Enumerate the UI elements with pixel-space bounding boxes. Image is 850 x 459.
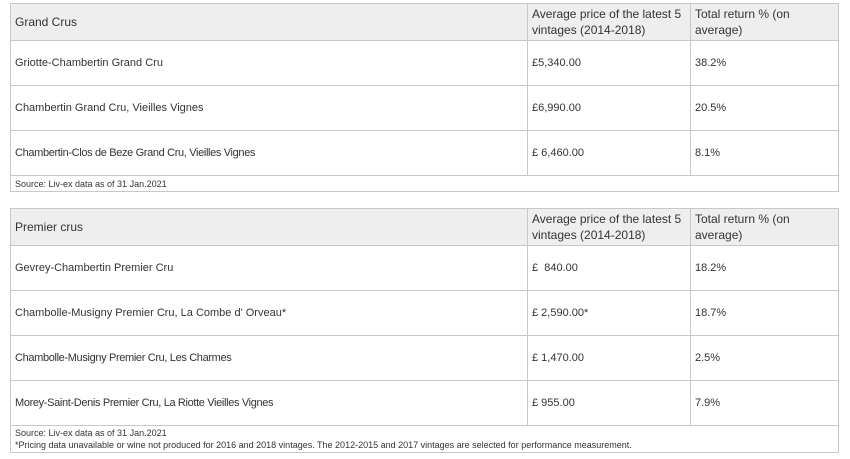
wine-price: £ 1,470.00 — [528, 336, 691, 381]
wine-name: Gevrey-Chambertin Premier Cru — [11, 246, 528, 291]
table-header-row — [11, 209, 839, 246]
wine-name: Morey-Saint-Denis Premier Cru, La Riotte Vieilles Vignes — [11, 381, 528, 426]
premier-crus-table — [10, 208, 839, 453]
wine-return: 18.2% — [691, 246, 839, 291]
price-column-header: Average price of the latest 5 vintages (2014-2018) — [528, 209, 691, 246]
wine-price: £ 840.00 — [528, 246, 691, 291]
table-header-row — [11, 4, 839, 41]
wine-price: £ 2,590.00* — [528, 291, 691, 336]
table-row — [11, 131, 839, 176]
wine-return: 20.5% — [691, 86, 839, 131]
table-row — [11, 41, 839, 86]
wine-name: Griotte-Chambertin Grand Cru — [11, 41, 528, 86]
return-column-header: Total return % (on average) — [691, 209, 839, 246]
wine-name: Chambertin-Clos de Beze Grand Cru, Vieilles Vignes — [11, 131, 528, 176]
source-note: Source: Liv-ex data as of 31 Jan.2021 — [15, 428, 167, 438]
wine-return: 7.9% — [691, 381, 839, 426]
source-note: Source: Liv-ex data as of 31 Jan.2021 — [11, 176, 839, 192]
wine-price: £6,990.00 — [528, 86, 691, 131]
table-row — [11, 246, 839, 291]
table-row — [11, 291, 839, 336]
price-column-header: Average price of the latest 5 vintages (2014-2018) — [528, 4, 691, 41]
wine-name: Chambertin Grand Cru, Vieilles Vignes — [11, 86, 528, 131]
wine-return: 8.1% — [691, 131, 839, 176]
wine-return: 2.5% — [691, 336, 839, 381]
table-row — [11, 381, 839, 426]
return-column-header: Total return % (on average) — [691, 4, 839, 41]
wine-price: £ 955.00 — [528, 381, 691, 426]
wine-name: Chambolle-Musigny Premier Cru, Les Charmes — [11, 336, 528, 381]
footnote: *Pricing data unavailable or wine not produced for 2016 and 2018 vintages. The 2012-2015 and 2017 vintages are selected for performance measurement. — [15, 440, 632, 450]
wine-price: £5,340.00 — [528, 41, 691, 86]
wine-price: £ 6,460.00 — [528, 131, 691, 176]
table-row — [11, 336, 839, 381]
wine-name: Chambolle-Musigny Premier Cru, La Combe d' Orveau* — [11, 291, 528, 336]
table-row — [11, 86, 839, 131]
grand-crus-table — [10, 3, 839, 192]
source-footnote-cell — [11, 426, 839, 453]
wine-return: 38.2% — [691, 41, 839, 86]
source-row — [11, 176, 839, 192]
premier-crus-title: Premier crus — [11, 209, 528, 246]
wine-return: 18.7% — [691, 291, 839, 336]
grand-crus-title: Grand Crus — [11, 4, 528, 41]
source-row — [11, 426, 839, 453]
